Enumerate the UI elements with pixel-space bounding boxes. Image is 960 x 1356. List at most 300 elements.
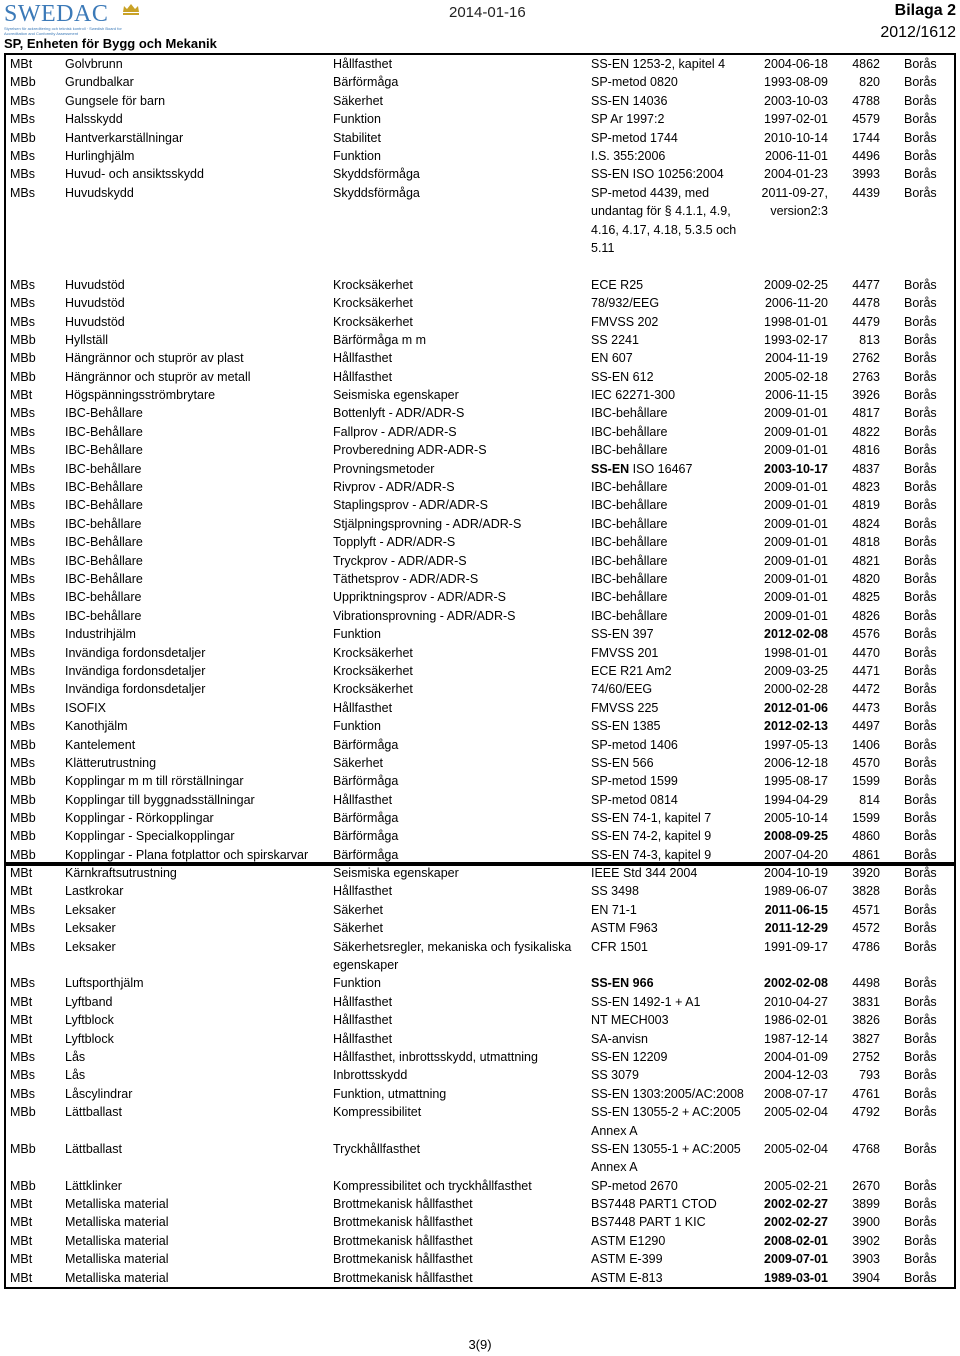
number-cell: 4570 (852, 755, 880, 770)
product-cell: Lyftblock (65, 1031, 114, 1046)
number-cell: 820 (859, 75, 880, 90)
location-cell: Borås (904, 921, 937, 936)
location-cell: Borås (904, 351, 937, 366)
method-cell: BS7448 PART1 CTOD (591, 1197, 717, 1212)
technical-area-cell: MBb (10, 130, 36, 145)
method-cell: SP-metod 4439, med undantag för § 4.1.1, 4.9, 4.16, 4.17, 4.18, 5.3.5 och 5.11 (591, 185, 737, 255)
property-cell: Stjälpningsprovning - ADR/ADR-S (333, 516, 522, 531)
property-cell: Kompressibilitet (333, 1105, 422, 1120)
method-cell: SA-anvisn (591, 1031, 648, 1046)
number-cell: 4768 (852, 1141, 880, 1156)
date-cell: 1997-02-01 (764, 112, 828, 127)
method-cell: IBC-behållare (591, 571, 668, 586)
date-cell: 1989-06-07 (764, 884, 828, 899)
number-cell: 2763 (852, 369, 880, 384)
number-cell: 4477 (852, 277, 880, 292)
method-cell: EN 71-1 (591, 902, 637, 917)
method-cell: FMVSS 202 (591, 314, 659, 329)
product-cell: Huvud- och ansiktsskydd (65, 167, 204, 182)
location-cell: Borås (904, 645, 937, 660)
method-cell: ASTM F963 (591, 921, 658, 936)
table-row (6, 809, 954, 827)
product-cell: Hängrännor och stuprör av plast (65, 351, 244, 366)
property-cell: Krocksäkerhet (333, 277, 413, 292)
date-cell: 2006-11-20 (764, 296, 828, 311)
table-row (6, 478, 954, 496)
table-row (6, 736, 954, 754)
number-cell: 4837 (852, 461, 880, 476)
technical-area-cell: MBb (10, 737, 36, 752)
number-cell: 3904 (852, 1270, 880, 1285)
property-cell: Skyddsförmåga (333, 167, 420, 182)
product-cell: Lättballast (65, 1105, 122, 1120)
table-row (6, 349, 954, 367)
date-cell: 1987-12-14 (764, 1031, 828, 1046)
technical-area-cell: MBt (10, 57, 33, 71)
number-cell: 4862 (852, 57, 880, 71)
number-cell: 3926 (852, 388, 880, 403)
table-row (6, 772, 954, 790)
method-cell: IBC-behållare (591, 590, 668, 605)
method-cell: SS-EN 1385 (591, 719, 661, 734)
number-cell: 4472 (852, 682, 880, 697)
date-cell: 2005-02-18 (764, 369, 828, 384)
number-cell: 3920 (852, 866, 880, 880)
table-row (6, 1085, 954, 1103)
method-cell: SS-EN ISO 10256:2004 (591, 167, 724, 182)
property-cell: Bärförmåga (333, 847, 399, 862)
property-cell: Rivprov - ADR/ADR-S (333, 480, 455, 495)
property-cell: Seismiska egenskaper (333, 388, 459, 403)
technical-area-cell: MBs (10, 185, 35, 200)
property-cell: Funktion (333, 627, 381, 642)
property-cell: Bärförmåga (333, 774, 399, 789)
location-cell: Borås (904, 811, 937, 826)
method-cell: SS 3498 (591, 884, 639, 899)
date-cell: 2006-12-18 (764, 755, 828, 770)
technical-area-cell: MBt (10, 1197, 33, 1212)
method-cell: SS-EN 1492-1 + A1 (591, 994, 701, 1009)
technical-area-cell: MBt (10, 1233, 33, 1248)
property-cell: Bärförmåga (333, 811, 399, 826)
technical-area-cell: MBs (10, 443, 35, 458)
location-cell: Borås (904, 755, 937, 770)
date-cell: 2005-02-21 (764, 1178, 828, 1193)
location-cell: Borås (904, 994, 937, 1009)
product-cell: Kärnkraftsutrustning (65, 866, 177, 880)
date-cell: 2011-12-29 (764, 921, 828, 936)
product-cell: IBC-Behållare (65, 424, 143, 439)
property-cell: Staplingsprov - ADR/ADR-S (333, 498, 488, 513)
property-cell: Stabilitet (333, 130, 381, 145)
property-cell: Hållfasthet (333, 1031, 393, 1046)
location-cell: Borås (904, 130, 937, 145)
date-cell: 2009-01-01 (764, 480, 828, 495)
property-cell: Krocksäkerhet (333, 663, 413, 678)
number-cell: 4820 (852, 571, 880, 586)
technical-area-cell: MBb (10, 792, 36, 807)
method-cell: ECE R25 (591, 277, 644, 292)
product-cell: Hyllställ (65, 332, 109, 347)
product-cell: IBC-Behållare (65, 498, 143, 513)
table-row (6, 294, 954, 312)
property-cell: Bottenlyft - ADR/ADR-S (333, 406, 465, 421)
location-cell: Borås (904, 185, 937, 200)
date-cell: 2007-04-20 (764, 847, 828, 862)
method-cell: SS 3079 (591, 1068, 639, 1083)
location-cell: Borås (904, 1197, 937, 1212)
location-cell: Borås (904, 424, 937, 439)
product-cell: Låscylindrar (65, 1086, 133, 1101)
table-row (6, 717, 954, 735)
property-cell: Brottmekanisk hållfasthet (333, 1197, 473, 1212)
date-cell: 2004-01-23 (764, 167, 828, 182)
product-cell: IBC-behållare (65, 516, 142, 531)
method-cell: CFR 1501 (591, 939, 648, 954)
number-cell: 793 (859, 1068, 880, 1083)
document-id: 2012/1612 (880, 24, 956, 41)
table-row (6, 147, 954, 165)
date-cell: 1994-04-29 (764, 792, 828, 807)
date-cell: 2012-01-06 (764, 700, 828, 715)
technical-area-cell: MBs (10, 112, 35, 127)
method-cell: ECE R21 Am2 (591, 663, 672, 678)
technical-area-cell: MBb (10, 332, 36, 347)
table-row (6, 496, 954, 514)
date-cell: 2009-01-01 (764, 424, 828, 439)
location-cell: Borås (904, 682, 937, 697)
method-cell: IEC 62271-300 (591, 388, 676, 403)
method-cell: IEEE Std 344 2004 (591, 866, 698, 880)
property-cell: Hållfasthet (333, 994, 393, 1009)
technical-area-cell: MBs (10, 516, 35, 531)
property-cell: Krocksäkerhet (333, 682, 413, 697)
technical-area-cell: MBs (10, 498, 35, 513)
method-cell: SP-metod 2670 (591, 1178, 678, 1193)
method-cell: 78/932/EEG (591, 296, 660, 311)
technical-area-cell: MBs (10, 755, 35, 770)
technical-area-cell: MBs (10, 406, 35, 421)
number-cell: 1599 (852, 774, 880, 789)
date-cell: 1991-09-17 (764, 939, 828, 954)
technical-area-cell: MBt (10, 884, 33, 899)
number-cell: 814 (859, 792, 880, 807)
date-cell: 2009-01-01 (764, 571, 828, 586)
location-cell: Borås (904, 75, 937, 90)
location-cell: Borås (904, 1031, 937, 1046)
technical-area-cell: MBs (10, 902, 35, 917)
property-cell: Säkerhetsregler, mekaniska och fysikaliska egenskaper (333, 939, 572, 972)
property-cell: Skyddsförmåga (333, 185, 420, 200)
table-row (6, 993, 954, 1011)
table-row (6, 73, 954, 91)
number-cell: 3828 (852, 884, 880, 899)
product-cell: Huvudskydd (65, 185, 134, 200)
table-row (6, 1195, 954, 1213)
location-cell: Borås (904, 663, 937, 678)
property-cell: Krocksäkerhet (333, 314, 413, 329)
technical-area-cell: MBb (10, 369, 36, 384)
location-cell: Borås (904, 277, 937, 292)
date-cell: 2002-02-27 (764, 1215, 828, 1230)
technical-area-cell: MBs (10, 921, 35, 936)
method-cell: SS-EN 566 (591, 755, 654, 770)
method-cell: SS-EN 74-3, kapitel 9 (591, 847, 712, 862)
product-cell: Grundbalkar (65, 75, 134, 90)
technical-area-cell: MBs (10, 1086, 35, 1101)
table-row (6, 1269, 954, 1287)
location-cell: Borås (904, 829, 937, 844)
number-cell: 4819 (852, 498, 880, 513)
number-cell: 813 (859, 332, 880, 347)
location-cell: Borås (904, 480, 937, 495)
date-cell: 2000-02-28 (764, 682, 828, 697)
table-row (6, 533, 954, 551)
technical-area-cell: MBs (10, 277, 35, 292)
location-cell: Borås (904, 1013, 937, 1028)
product-cell: Leksaker (65, 921, 116, 936)
table-row (6, 588, 954, 606)
date-cell: 1998-01-01 (764, 314, 828, 329)
technical-area-cell: MBb (10, 847, 36, 862)
method-cell: SS 2241 (591, 332, 639, 347)
product-cell: Metalliska material (65, 1252, 169, 1267)
technical-area-cell: MBt (10, 388, 33, 403)
location-cell: Borås (904, 976, 937, 991)
table-row (6, 901, 954, 919)
technical-area-cell: MBb (10, 351, 36, 366)
product-cell: Högspänningsströmbrytare (65, 388, 216, 403)
property-cell: Kompressibilitet och tryckhållfasthet (333, 1178, 532, 1193)
product-cell: Klätterutrustning (65, 755, 157, 770)
method-cell: ASTM E1290 (591, 1233, 666, 1248)
date-cell: 1993-02-17 (764, 332, 828, 347)
table-row (6, 1066, 954, 1084)
date-cell: 1998-01-01 (764, 645, 828, 660)
property-cell: Täthetsprov - ADR/ADR-S (333, 571, 479, 586)
product-cell: IBC-behållare (65, 461, 142, 476)
document-date: 2014-01-16 (449, 4, 526, 21)
date-cell: 2002-02-08 (764, 976, 828, 991)
number-cell: 4479 (852, 314, 880, 329)
number-cell: 4824 (852, 516, 880, 531)
method-cell: ASTM E-813 (591, 1270, 663, 1285)
product-cell: IBC-Behållare (65, 571, 143, 586)
number-cell: 3831 (852, 994, 880, 1009)
location-cell: Borås (904, 1270, 937, 1285)
number-cell: 1744 (852, 130, 880, 145)
number-cell: 3993 (852, 167, 880, 182)
table-row (6, 1140, 954, 1177)
table-row (6, 662, 954, 680)
date-cell: 2009-07-01 (764, 1252, 828, 1267)
table-row (6, 827, 954, 845)
date-cell: 2003-10-03 (764, 93, 828, 108)
table-row (6, 791, 954, 809)
method-cell: EN 607 (591, 351, 633, 366)
method-cell: SS-EN 13055-2 + AC:2005 Annex A (591, 1105, 741, 1138)
location-cell: Borås (904, 443, 937, 458)
date-cell: 2012-02-08 (764, 627, 828, 642)
logo-subtitle: Styrelsen för ackreditering och teknisk kontroll · Swedish Board for Accreditation and Conformity Assessment (4, 26, 122, 36)
property-cell: Hållfasthet, inbrottsskydd, utmattning (333, 1049, 538, 1064)
method-cell: IBC-behållare (591, 535, 668, 550)
technical-area-cell: MBs (10, 590, 35, 605)
method-cell: SS-EN 12209 (591, 1049, 668, 1064)
table-row (6, 1177, 954, 1195)
location-cell: Borås (904, 93, 937, 108)
product-cell: Kopplingar till byggnadsställningar (65, 792, 255, 807)
location-cell: Borås (904, 884, 937, 899)
table-row (6, 644, 954, 662)
product-cell: Industrihjälm (65, 627, 136, 642)
property-cell: Bärförmåga m m (333, 332, 427, 347)
number-cell: 4825 (852, 590, 880, 605)
table-row (6, 1232, 954, 1250)
date-cell: 2008-07-17 (764, 1086, 828, 1101)
page-number: 3(9) (468, 1337, 492, 1352)
product-cell: Huvudstöd (65, 277, 125, 292)
property-cell: Hållfasthet (333, 369, 393, 384)
technical-area-cell: MBb (10, 829, 36, 844)
number-cell: 4572 (852, 921, 880, 936)
date-cell: 1989-03-01 (764, 1270, 828, 1285)
technical-area-cell: MBs (10, 939, 35, 954)
table-row (6, 1250, 954, 1268)
product-cell: Kopplingar - Plana fotplattor och spirskarvar (65, 847, 309, 862)
product-cell: Gungsele för barn (65, 93, 166, 108)
method-cell: IBC-behållare (591, 608, 668, 623)
number-cell: 1599 (852, 811, 880, 826)
date-cell: 2010-10-14 (764, 130, 828, 145)
number-cell: 4826 (852, 608, 880, 623)
product-cell: Invändiga fordonsdetaljer (65, 663, 206, 678)
technical-area-cell: MBt (10, 1013, 33, 1028)
number-cell: 4861 (852, 847, 880, 862)
table-row (6, 864, 954, 882)
table-row (6, 1103, 954, 1140)
product-cell: Hantverkarställningar (65, 130, 184, 145)
location-cell: Borås (904, 1233, 937, 1248)
table-row (6, 368, 954, 386)
table-row (6, 919, 954, 937)
product-cell: Kopplingar - Rörkopplingar (65, 811, 214, 826)
method-cell: SP-metod 0820 (591, 75, 678, 90)
method-cell: FMVSS 201 (591, 645, 659, 660)
date-cell: 2003-10-17 (764, 461, 828, 476)
technical-area-cell: MBs (10, 719, 35, 734)
product-cell: Kanothjälm (65, 719, 128, 734)
technical-area-cell: MBs (10, 1049, 35, 1064)
property-cell: Funktion (333, 976, 381, 991)
product-cell: Lyftband (65, 994, 113, 1009)
location-cell: Borås (904, 608, 937, 623)
number-cell: 4473 (852, 700, 880, 715)
location-cell: Borås (904, 774, 937, 789)
property-cell: Säkerhet (333, 755, 384, 770)
date-cell: 2009-01-01 (764, 516, 828, 531)
swedac-logo (4, 2, 134, 34)
number-cell: 4860 (852, 829, 880, 844)
technical-area-cell: MBs (10, 645, 35, 660)
location-cell: Borås (904, 1141, 937, 1156)
product-cell: Metalliska material (65, 1233, 169, 1248)
location-cell: Borås (904, 57, 937, 71)
method-cell: SS-EN 1253-2, kapitel 4 (591, 57, 726, 71)
table-row (6, 1048, 954, 1066)
product-cell: Lås (65, 1068, 86, 1083)
location-cell: Borås (904, 553, 937, 568)
number-cell: 3903 (852, 1252, 880, 1267)
location-cell: Borås (904, 498, 937, 513)
method-cell: SS-EN 397 (591, 627, 654, 642)
property-cell: Hållfasthet (333, 792, 393, 807)
number-cell: 4816 (852, 443, 880, 458)
technical-area-cell: MBt (10, 994, 33, 1009)
location-cell: Borås (904, 1252, 937, 1267)
method-cell: SS-EN 74-1, kapitel 7 (591, 811, 712, 826)
product-cell: IBC-Behållare (65, 443, 143, 458)
number-cell: 4471 (852, 663, 880, 678)
table-row (6, 423, 954, 441)
property-cell: Hållfasthet (333, 57, 393, 71)
date-cell: 2009-03-25 (764, 663, 828, 678)
location-cell: Borås (904, 167, 937, 182)
product-cell: Invändiga fordonsdetaljer (65, 682, 206, 697)
technical-area-cell: MBs (10, 480, 35, 495)
technical-area-cell: MBb (10, 1178, 36, 1193)
method-cell: NT MECH003 (591, 1013, 669, 1028)
accreditation-table-1 (4, 53, 956, 866)
date-cell: 2004-01-09 (764, 1049, 828, 1064)
table-row (6, 313, 954, 331)
property-cell: Funktion, utmattning (333, 1086, 447, 1101)
location-cell: Borås (904, 939, 937, 954)
date-cell: 2009-02-25 (764, 277, 828, 292)
technical-area-cell: MBb (10, 774, 36, 789)
location-cell: Borås (904, 369, 937, 384)
date-cell: 2009-01-01 (764, 498, 828, 513)
product-cell: Leksaker (65, 939, 116, 954)
property-cell: Krocksäkerhet (333, 296, 413, 311)
property-cell: Säkerhet (333, 902, 384, 917)
property-cell: Seismiska egenskaper (333, 866, 459, 880)
property-cell: Krocksäkerhet (333, 645, 413, 660)
method-cell: ASTM E-399 (591, 1252, 663, 1267)
number-cell: 4497 (852, 719, 880, 734)
date-cell: 2009-01-01 (764, 535, 828, 550)
method-cell: SS-EN 1303:2005/AC:2008 (591, 1086, 744, 1101)
number-cell: 4792 (852, 1105, 880, 1120)
table-row (6, 165, 954, 183)
date-cell: 2011-09-27, version2:3 (761, 185, 828, 219)
location-cell: Borås (904, 1105, 937, 1120)
product-cell: Invändiga fordonsdetaljer (65, 645, 206, 660)
property-cell: Bärförmåga (333, 75, 399, 90)
method-cell: IBC-behållare (591, 498, 668, 513)
date-cell: 2005-02-04 (764, 1105, 828, 1120)
technical-area-cell: MBs (10, 296, 35, 311)
date-cell: 1995-08-17 (764, 774, 828, 789)
product-cell: Huvudstöd (65, 296, 125, 311)
table-row (6, 276, 954, 294)
technical-area-cell: MBs (10, 682, 35, 697)
table-row (6, 460, 954, 478)
date-cell: 2005-10-14 (764, 811, 828, 826)
logo-wordmark: SWEDAC (4, 1, 109, 27)
location-cell: Borås (904, 461, 937, 476)
date-cell: 2011-06-15 (764, 902, 828, 917)
